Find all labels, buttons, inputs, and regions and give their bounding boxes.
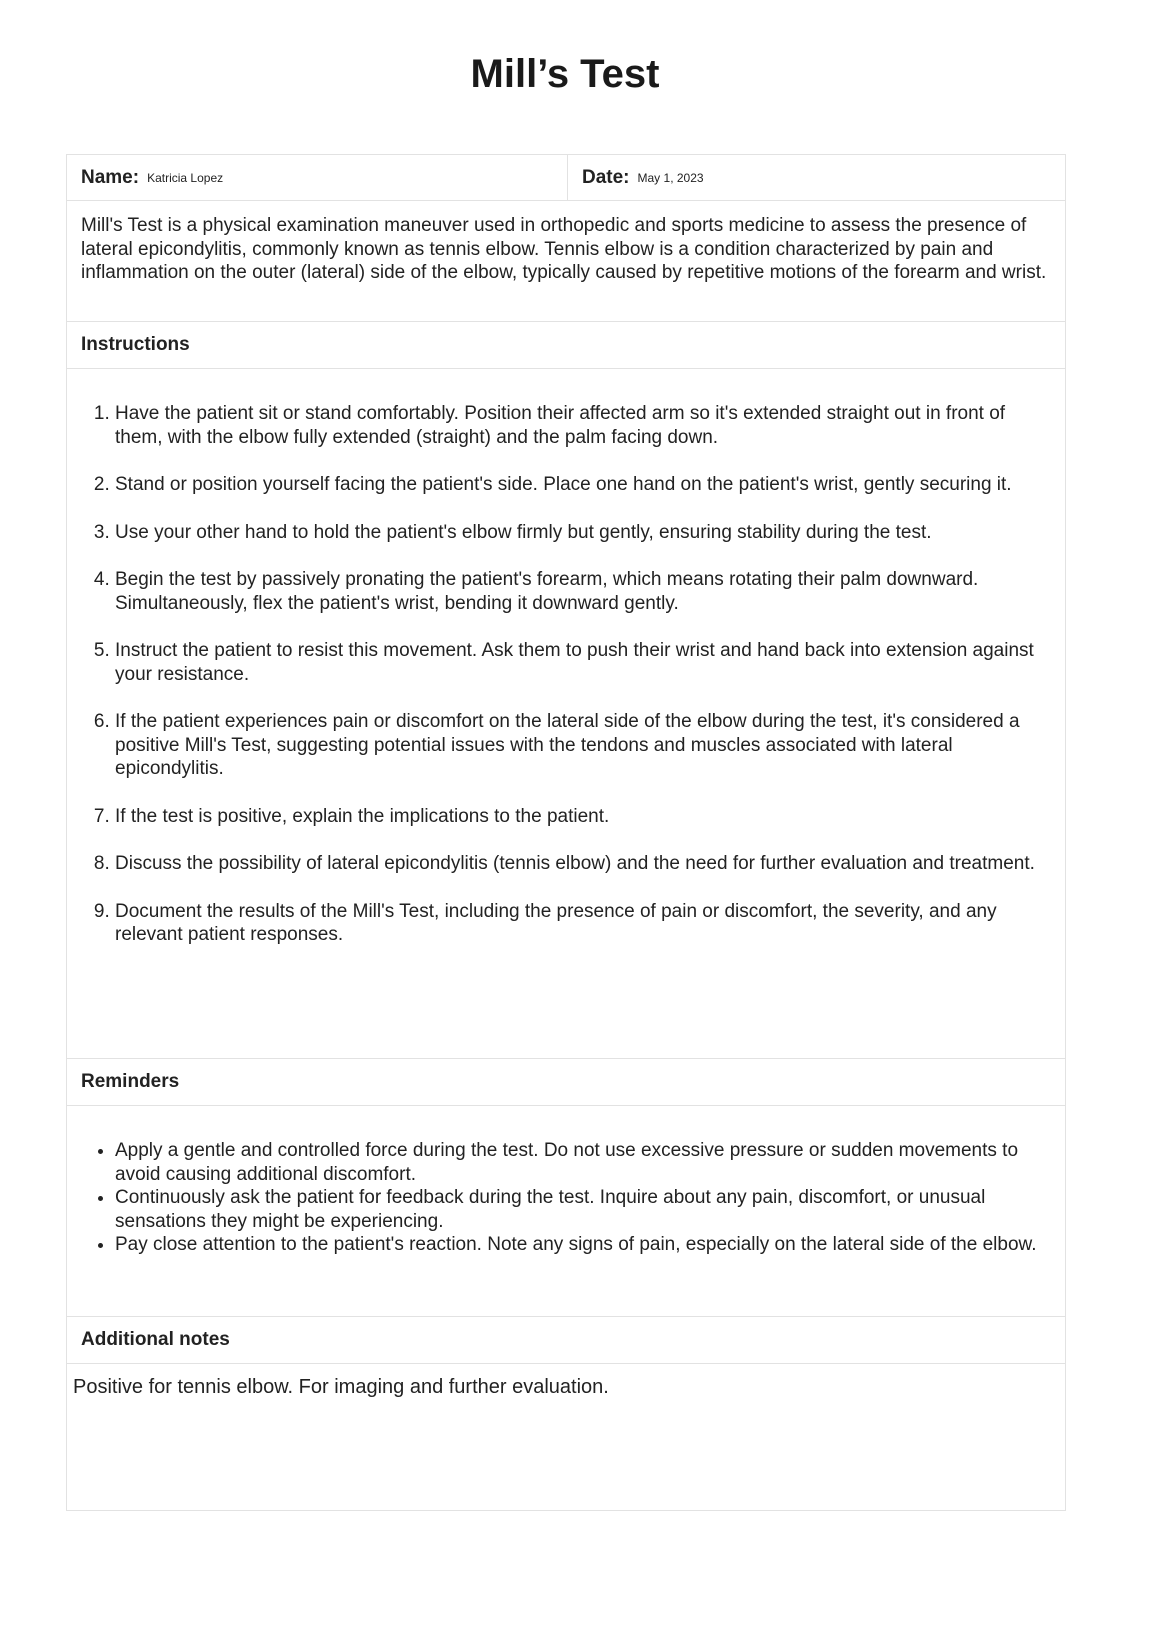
name-value: Katricia Lopez	[147, 170, 224, 185]
instructions-list	[67, 369, 1065, 1058]
name-label: Name:	[81, 166, 140, 188]
reminders-list	[67, 1106, 1065, 1316]
reminders-heading: Reminders	[67, 1059, 1065, 1106]
list-item: 7. If the test is positive, explain the implications to the patient.	[115, 805, 1045, 829]
instructions-section	[67, 369, 1065, 1059]
list-item: 8. Discuss the possibility of lateral epicondylitis (tennis elbow) and the need for further evaluation and treatment.	[115, 852, 1045, 876]
name-date-row	[67, 155, 1065, 201]
page-title: Mill’s Test	[470, 52, 660, 96]
list-item: • Apply a gentle and controlled force during the test. Do not use excessive pressure or sudden movements to avoid causing additional discomfort.	[115, 1139, 1045, 1186]
list-item: 5. Instruct the patient to resist this movement. Ask them to push their wrist and hand back into extension against your resistance.	[115, 639, 1045, 686]
date-label: Date:	[582, 166, 630, 188]
date-cell	[568, 155, 704, 200]
notes-text: Positive for tennis elbow. For imaging and further evaluation.	[73, 1376, 609, 1398]
list-item: 3. Use your other hand to hold the patient's elbow firmly but gently, ensuring stability during the test.	[115, 521, 1045, 545]
description: Mill's Test is a physical examination maneuver used in orthopedic and sports medicine to assess the presence of lateral epicondylitis, commonly known as tennis elbow. Tennis elbow is a condition characterized by pain and inflammation on the outer (lateral) side of the elbow, typically caused by repetitive motions of the forearm and wrist.	[67, 201, 1065, 322]
list-item: 9. Document the results of the Mill's Test, including the presence of pain or discomfort, the severity, and any relevant patient responses.	[115, 900, 1045, 947]
date-value: May 1, 2023	[637, 170, 704, 185]
instructions-heading: Instructions	[67, 322, 1065, 369]
list-item: • Continuously ask the patient for feedback during the test. Inquire about any pain, discomfort, or unusual sensations they might be experiencing.	[115, 1186, 1045, 1233]
notes-heading: Additional notes	[67, 1317, 1065, 1364]
reminders-section	[67, 1106, 1065, 1317]
form-table	[66, 154, 1066, 1511]
list-item: 2. Stand or position yourself facing the patient's side. Place one hand on the patient's wrist, gently securing it.	[115, 473, 1045, 497]
name-cell	[67, 155, 568, 200]
list-item: 6. If the patient experiences pain or discomfort on the lateral side of the elbow during the test, it's considered a positive Mill's Test, suggesting potential issues with the tendons and muscles associated with lateral epicondylitis.	[115, 710, 1045, 781]
list-item: 1. Have the patient sit or stand comfortably. Position their affected arm so it's extended straight out in front of them, with the elbow fully extended (straight) and the palm facing down.	[115, 402, 1045, 449]
list-item: 4. Begin the test by passively pronating the patient's forearm, which means rotating their palm downward. Simultaneously, flex the patient's wrist, bending it downward gently.	[115, 568, 1045, 615]
list-item: • Pay close attention to the patient's reaction. Note any signs of pain, especially on the lateral side of the elbow.	[115, 1233, 1045, 1257]
